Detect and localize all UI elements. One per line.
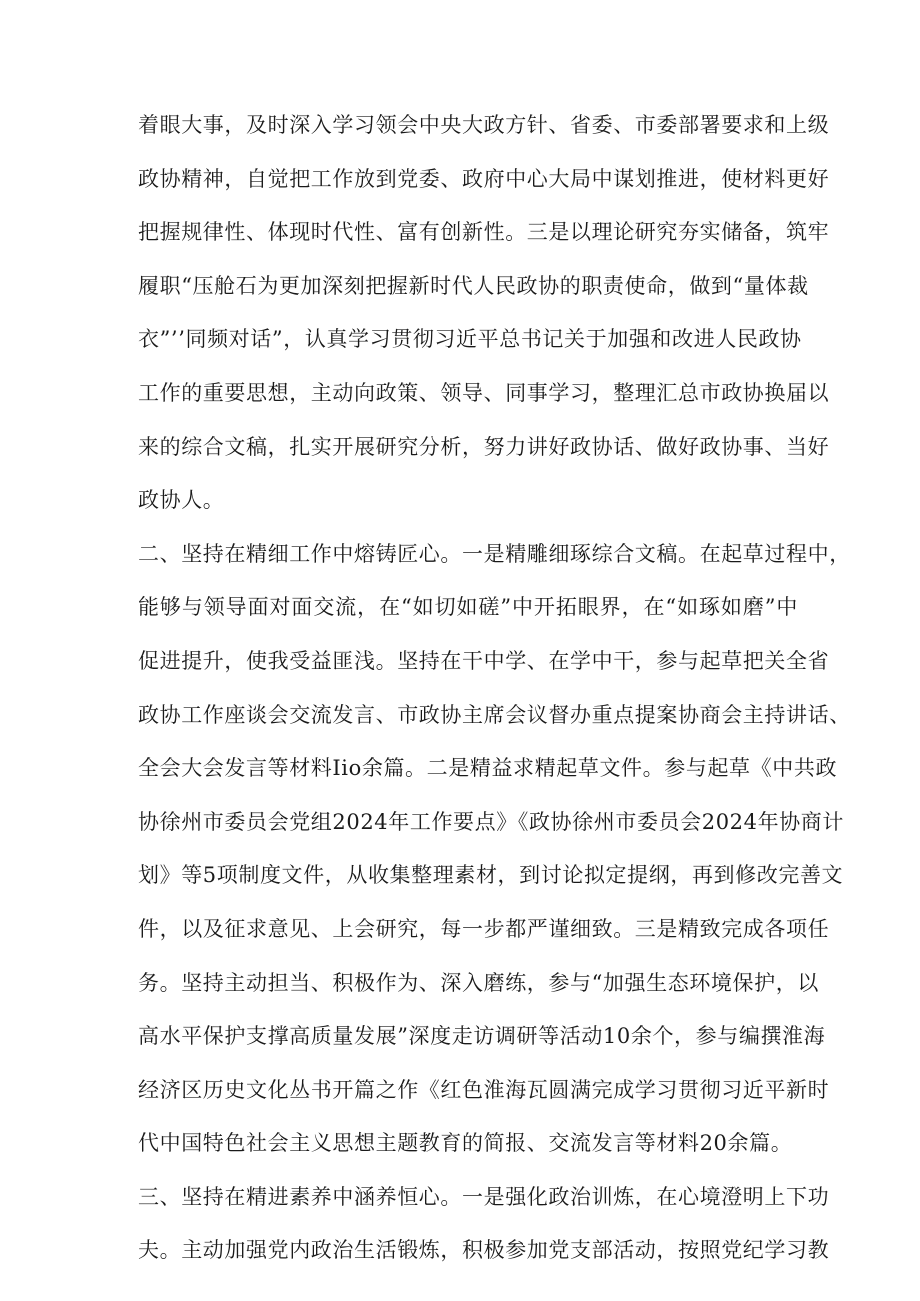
text-line: 划》等5项制度文件，从收集整理素材，到讨论拟定提纲，再到修改完善文: [138, 863, 844, 888]
text-line: 把握规律性、体现时代性、富有创新性。三是以理论研究夯实储备，筑牢: [138, 220, 830, 245]
text-line: 政协精神，自觉把工作放到党委、政府中心大局中谋划推进，使材料更好: [138, 166, 830, 191]
text-line: 经济区历史文化丛书开篇之作《红色淮海瓦圆满完成学习贯彻习近平新时: [138, 1077, 830, 1102]
text-line: 政协工作座谈会交流发言、市政协主席会议督办重点提案协商会主持讲话、: [138, 702, 851, 727]
text-line: 能够与领导面对面交流，在“如切如磋”中开拓眼界，在“如琢如磨”中: [138, 595, 798, 620]
section-heading-line: 三、坚持在精进素养中涵养恒心。一是强化政治训炼，在心境澄明上下功: [138, 1184, 830, 1209]
text-line: 协徐州市委员会党组2024年工作要点》《政协徐州市委员会2024年协商计: [138, 809, 844, 834]
text-line: 高水平保护支撑高质量发展”深度走访调研等活动10余个，参与编撰淮海: [138, 1024, 826, 1049]
text-line: 来的综合文稿，扎实开展研究分析，努力讲好政协话、做好政协事、当好: [138, 434, 830, 459]
text-line: 全会大会发言等材料Iio余篇。二是精益求精起草文件。参与起草《中共政: [138, 756, 838, 781]
text-line: 务。坚持主动担当、积极作为、深入磨练，参与“加强生态环境保护，以: [138, 970, 819, 995]
text-line: 代中国特色社会主义思想主题教育的简报、交流发言等材料20余篇。: [138, 1131, 793, 1156]
text-line: 件，以及征求意见、上会研究，每一步都严谨细致。三是精致完成各项任: [138, 916, 830, 941]
text-line: 夫。主动加强党内政治生活锻炼，积极参加党支部活动，按照党纪学习教: [138, 1238, 830, 1263]
section-heading-line: 二、坚持在精细工作中熔铸匠心。一是精雕细琢综合文稿。在起草过程中，: [138, 541, 851, 566]
text-line: 履职“压舱石为更加深刻把握新时代人民政协的职责使命，做到“量体裁: [138, 273, 809, 298]
text-line: 衣”’’同频对话”，认真学习贯彻习近平总书记关于加强和改进人民政协: [138, 327, 802, 352]
text-line: 工作的重要思想，主动向政策、领导、同事学习，整理汇总市政协换届以: [138, 380, 830, 405]
document-body: [138, 99, 851, 1278]
text-line: 促进提升，使我受益匪浅。坚持在干中学、在学中干，参与起草把关全省: [138, 648, 830, 673]
text-line: 政协人。: [138, 488, 225, 513]
text-line: 着眼大事，及时深入学习领会中央大政方针、省委、市委部署要求和上级: [138, 113, 830, 137]
